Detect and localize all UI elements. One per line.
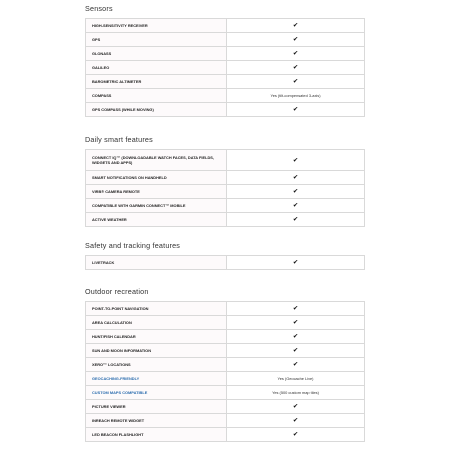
table-row	[86, 89, 365, 103]
row-label: BAROMETRIC ALTIMETER	[86, 75, 227, 89]
section-safety-tracking	[85, 241, 365, 270]
section-outdoor-recreation	[85, 287, 365, 442]
checkmark-icon: ✔	[292, 216, 299, 223]
table-row	[86, 344, 365, 358]
section-daily-smart-features	[85, 135, 365, 227]
table-row	[86, 103, 365, 117]
table-row	[86, 213, 365, 227]
checkmark-icon: ✔	[292, 259, 299, 266]
smart-features-table	[85, 149, 365, 227]
checkmark-icon: ✔	[292, 78, 299, 85]
table-row	[86, 47, 365, 61]
checkmark-icon: ✔	[292, 156, 299, 164]
table-row	[86, 358, 365, 372]
checkmark-icon: ✔	[292, 319, 299, 326]
checkmark-icon: ✔	[292, 431, 299, 438]
row-label: AREA CALCULATION	[86, 316, 227, 330]
sensors-table	[85, 18, 365, 117]
row-value: Yes (tilt-compensated 3-axis)	[270, 93, 321, 98]
checkmark-icon: ✔	[292, 36, 299, 43]
checkmark-icon: ✔	[292, 174, 299, 181]
table-row	[86, 414, 365, 428]
row-label: ACTIVE WEATHER	[86, 213, 227, 227]
checkmark-icon: ✔	[292, 403, 299, 410]
table-row	[86, 199, 365, 213]
row-label: LIVETRACK	[86, 256, 227, 270]
table-row	[86, 372, 365, 386]
section-title: Sensors	[85, 4, 113, 13]
table-row	[86, 302, 365, 316]
row-label: POINT-TO-POINT NAVIGATION	[86, 302, 227, 316]
custom-maps-link[interactable]: CUSTOM MAPS COMPATIBLE	[86, 386, 227, 400]
checkmark-icon: ✔	[292, 106, 299, 113]
safety-table	[85, 255, 365, 270]
row-label: PICTURE VIEWER	[86, 400, 227, 414]
checkmark-icon: ✔	[292, 50, 299, 57]
table-row	[86, 330, 365, 344]
table-row	[86, 400, 365, 414]
table-row	[86, 256, 365, 270]
section-title: Daily smart features	[85, 135, 153, 144]
row-label: CONNECT IQ™ (DOWNLOADABLE WATCH FACES, DATA FIELDS, WIDGETS AND APPS)	[86, 150, 227, 171]
row-label: COMPATIBLE WITH GARMIN CONNECT™ MOBILE	[86, 199, 227, 213]
table-row	[86, 316, 365, 330]
checkmark-icon: ✔	[292, 305, 299, 312]
row-label: COMPASS	[86, 89, 227, 103]
row-label: GALILEO	[86, 61, 227, 75]
checkmark-icon: ✔	[292, 188, 299, 195]
row-label: GLONASS	[86, 47, 227, 61]
row-label: LED BEACON FLASHLIGHT	[86, 428, 227, 442]
checkmark-icon: ✔	[292, 22, 299, 29]
checkmark-icon: ✔	[292, 417, 299, 424]
row-label: HIGH-SENSITIVITY RECEIVER	[86, 19, 227, 33]
row-label: HUNT/FISH CALENDAR	[86, 330, 227, 344]
table-row	[86, 150, 365, 171]
table-row	[86, 171, 365, 185]
table-row	[86, 33, 365, 47]
table-row	[86, 61, 365, 75]
checkmark-icon: ✔	[292, 202, 299, 209]
table-row	[86, 19, 365, 33]
row-label: GPS COMPASS (WHILE MOVING)	[86, 103, 227, 117]
table-row	[86, 386, 365, 400]
section-title: Safety and tracking features	[85, 241, 181, 250]
row-label: SUN AND MOON INFORMATION	[86, 344, 227, 358]
checkmark-icon: ✔	[292, 64, 299, 71]
checkmark-icon: ✔	[292, 361, 299, 368]
row-label: XERO™ LOCATIONS	[86, 358, 227, 372]
section-sensors	[85, 4, 365, 117]
checkmark-icon: ✔	[292, 333, 299, 340]
table-row	[86, 428, 365, 442]
row-label: VIRB® CAMERA REMOTE	[86, 185, 227, 199]
row-label: SMART NOTIFICATIONS ON HANDHELD	[86, 171, 227, 185]
row-value: Yes (500 custom map tiles)	[272, 390, 319, 395]
row-value: Yes (Geocache Live)	[277, 376, 314, 381]
row-label: INREACH REMOTE WIDGET	[86, 414, 227, 428]
checkmark-icon: ✔	[292, 347, 299, 354]
table-row	[86, 185, 365, 199]
table-row	[86, 75, 365, 89]
outdoor-table	[85, 301, 365, 442]
section-title: Outdoor recreation	[85, 287, 149, 296]
row-label: GPS	[86, 33, 227, 47]
geocaching-link[interactable]: GEOCACHING-FRIENDLY	[86, 372, 227, 386]
